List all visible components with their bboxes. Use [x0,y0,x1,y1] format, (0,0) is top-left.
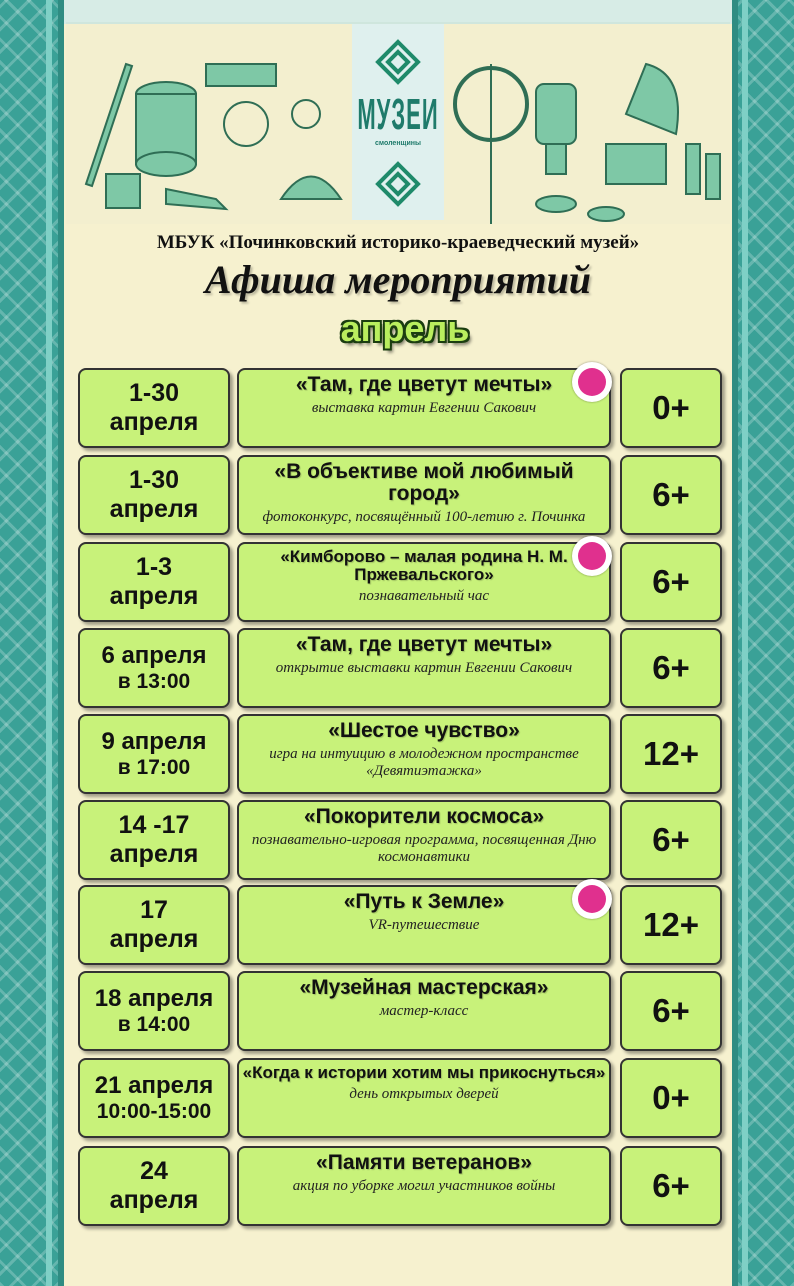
event-date-line1: 1-3 [135,553,173,582]
page-title: Афиша мероприятий [204,257,592,302]
event-date-line1: 1-30 [128,379,180,408]
event-date [78,628,230,708]
event-date [78,1146,230,1226]
age-rating: 6+ [620,628,722,708]
event-info [237,368,611,448]
museum-name: МБУК «Починковский историко-краеведческий музей» [156,232,640,253]
event-date [78,1058,230,1138]
event-date-line1: 21 апреля [94,1072,214,1100]
event-date-line2: апреля [109,1186,199,1214]
event-date-line2: в 13:00 [117,669,191,693]
event-title: «Там, где цветут мечты» [295,373,553,396]
left-border-stripe [46,0,52,1286]
age-rating: 0+ [620,368,722,448]
event-title: «В объективе мой любимый город» [274,460,574,506]
event-date [78,885,230,965]
event-date-line1: 24 [140,1157,168,1186]
event-description: познавательный час [358,587,490,604]
event-date-line2: в 14:00 [117,1012,191,1036]
event-description: VR-путешествие [368,917,480,934]
event-description: акция по уборке могил участников войны [292,1178,556,1195]
age-rating: 6+ [620,542,722,622]
event-description: познавательно-игровая программа, посвященная Дню космонавтики [251,832,597,866]
event-date [78,714,230,794]
event-description: игра на интуицию в молодежном пространстве «Девятиэтажка» [269,746,579,780]
event-title: «Там, где цветут мечты» [295,633,553,656]
event-description: открытие выставки картин Евгении Сакович [275,660,573,677]
event-description: день открытых дверей [349,1085,499,1102]
age-rating: 12+ [620,714,722,794]
age-rating: 6+ [620,1146,722,1226]
age-rating: 6+ [620,800,722,880]
event-date-line2: апреля [109,582,199,610]
event-info [237,885,611,965]
age-rating: 6+ [620,971,722,1051]
event-date-line2: апреля [109,495,199,523]
event-info [237,800,611,880]
event-info [237,1146,611,1226]
event-info [237,455,611,535]
age-rating: 12+ [620,885,722,965]
event-info [237,714,611,794]
right-border-stripe [742,0,748,1286]
event-title: «Шестое чувство» [328,719,520,742]
event-title: «Кимборово – малая родина Н. М. Пржевальского» [280,547,568,584]
event-date-line2: апреля [109,408,199,436]
age-rating: 6+ [620,455,722,535]
pushkin-card-icon [572,879,612,919]
logo-subtitle: смоленщины [375,140,421,147]
event-info [237,971,611,1051]
event-description: фотоконкурс, посвящённый 100-летию г. Починка [262,509,586,526]
pushkin-card-icon [572,536,612,576]
event-date-line2: в 17:00 [117,755,191,779]
event-description: выставка картин Евгении Сакович [311,400,537,417]
logo-text: МУЗЕИ [357,89,439,139]
month-label: апрель [340,308,470,349]
event-date-line1: 6 апреля [101,642,207,670]
event-date [78,800,230,880]
event-title: «Памяти ветеранов» [316,1151,532,1174]
event-date-line1: 1-30 [128,466,180,495]
event-date-line1: 9 апреля [101,728,207,756]
pushkin-card-icon [572,362,612,402]
event-info [237,1058,611,1138]
event-title: «Когда к истории хотим мы прикоснуться» [242,1063,606,1082]
event-title: «Покорители космоса» [303,805,544,828]
event-date [78,455,230,535]
event-date-line1: 14 -17 [118,811,190,840]
event-date-line1: 18 апреля [94,985,214,1013]
event-info [237,628,611,708]
event-info [237,542,611,622]
age-rating: 0+ [620,1058,722,1138]
event-date [78,542,230,622]
event-date-line2: 10:00-15:00 [96,1099,212,1123]
event-title: «Музейная мастерская» [299,976,549,999]
event-date [78,368,230,448]
event-date-line2: апреля [109,925,199,953]
event-date-line1: 17 [140,896,168,925]
event-description: мастер-класс [379,1003,469,1020]
event-date [78,971,230,1051]
event-date-line2: апреля [109,840,199,868]
event-title: «Путь к Земле» [343,890,505,913]
